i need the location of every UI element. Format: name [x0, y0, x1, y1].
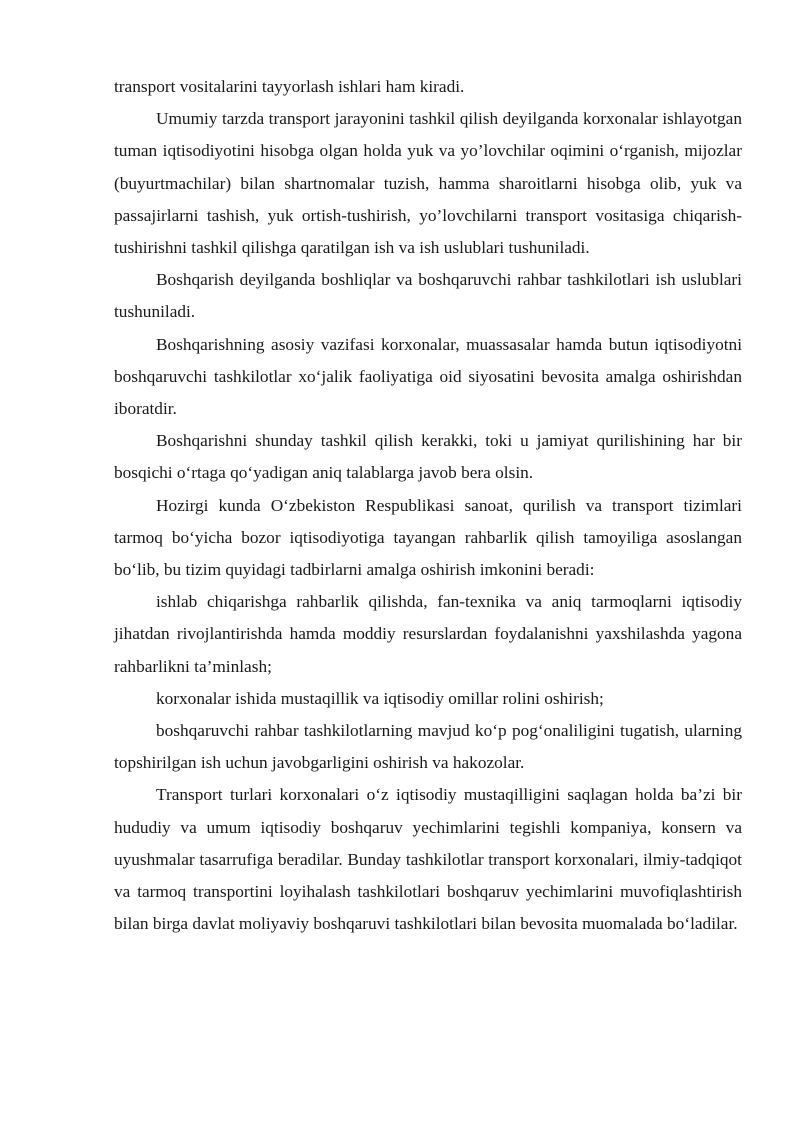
paragraph-transport-enterprises: Transport turlari korxonalari o‘z iqtisodiy mustaqilligini saqlagan holda ba’zi bir hududiy va umum iqtisodiy boshqaruv yechimlarini tegishli kompaniya, konsern va uyushmalar tasarrufiga beradilar. Bunday tashkilotlar transport korxonalari, ilmiy-tadqiqot va tarmoq transportini loyihalash tashkilotlari boshqaruv yechimlarini muvofiqlashtirish bilan birga davlat moliyaviy boshqaruvi tashkilotlari bilan bevosita muomalada bo‘ladilar.	[114, 785, 742, 934]
list-item-eliminate-levels: boshqaruvchi rahbar tashkilotlarning mavjud ko‘p pog‘onaliligini tugatish, ularning topshirilgan ish uchun javobgarligini oshirish va hakozolar.	[114, 721, 742, 773]
paragraph-management-definition: Boshqarish deyilganda boshliqlar va boshqaruvchi rahbar tashkilotlari ish uslublari tushuniladi.	[114, 270, 742, 322]
list-item-unified-leadership: ishlab chiqarishga rahbarlik qilishda, fan-texnika va aniq tarmoqlarni iqtisodiy jihatdan rivojlantirishda hamda moddiy resurslardan foydalanishni yaxshilashda yagona rahbarlikni ta’minlash;	[114, 592, 742, 676]
paragraph-management-organization: Boshqarishni shunday tashkil qilish kerakki, toki u jamiyat qurilishining har bir bosqichi o‘rtaga qo‘yadigan aniq talablarga javob bera olsin.	[114, 431, 742, 483]
paragraph-current-system: Hozirgi kunda O‘zbekiston Respublikasi sanoat, qurilish va transport tizimlari tarmoq bo‘yicha bozor iqtisodiyotiga tayangan rahbarlik qilish tamoyiliga asoslangan bo‘lib, bu tizim quyidagi tadbirlarni amalga oshirish imkonini beradi:	[114, 495, 742, 580]
paragraph-continuation: transport vositalarini tayyorlash ishlari ham kiradi.	[114, 77, 465, 96]
body-text	[114, 71, 742, 940]
list-item-independence: korxonalar ishida mustaqillik va iqtisodiy omillar rolini oshirish;	[156, 688, 604, 708]
paragraph-management-task: Boshqarishning asosiy vazifasi korxonalar, muassasalar hamda butun iqtisodiyotni boshqaruvchi tashkilotlar xo‘jalik faoliyatiga oid siyosatini bevosita amalga oshirishdan iboratdir.	[114, 334, 742, 419]
paragraph-transport-process: Umumiy tarzda transport jarayonini tashkil qilish deyilganda korxonalar ishlayotgan tuman iqtisodiyotini hisobga olgan holda yuk va yo’lovchilar oqimini o‘rganish, mijozlar (buyurtmachilar) bilan shartnomalar tuzish, hamma sharoitlarni hisobga olib, yuk va passajirlarni tashish, yuk ortish-tushirish, yo’lovchilarni transport vositasiga chiqarish-tushirishni tashkil qilishga qaratilgan ish va ish uslublari tushuniladi.	[114, 109, 742, 258]
